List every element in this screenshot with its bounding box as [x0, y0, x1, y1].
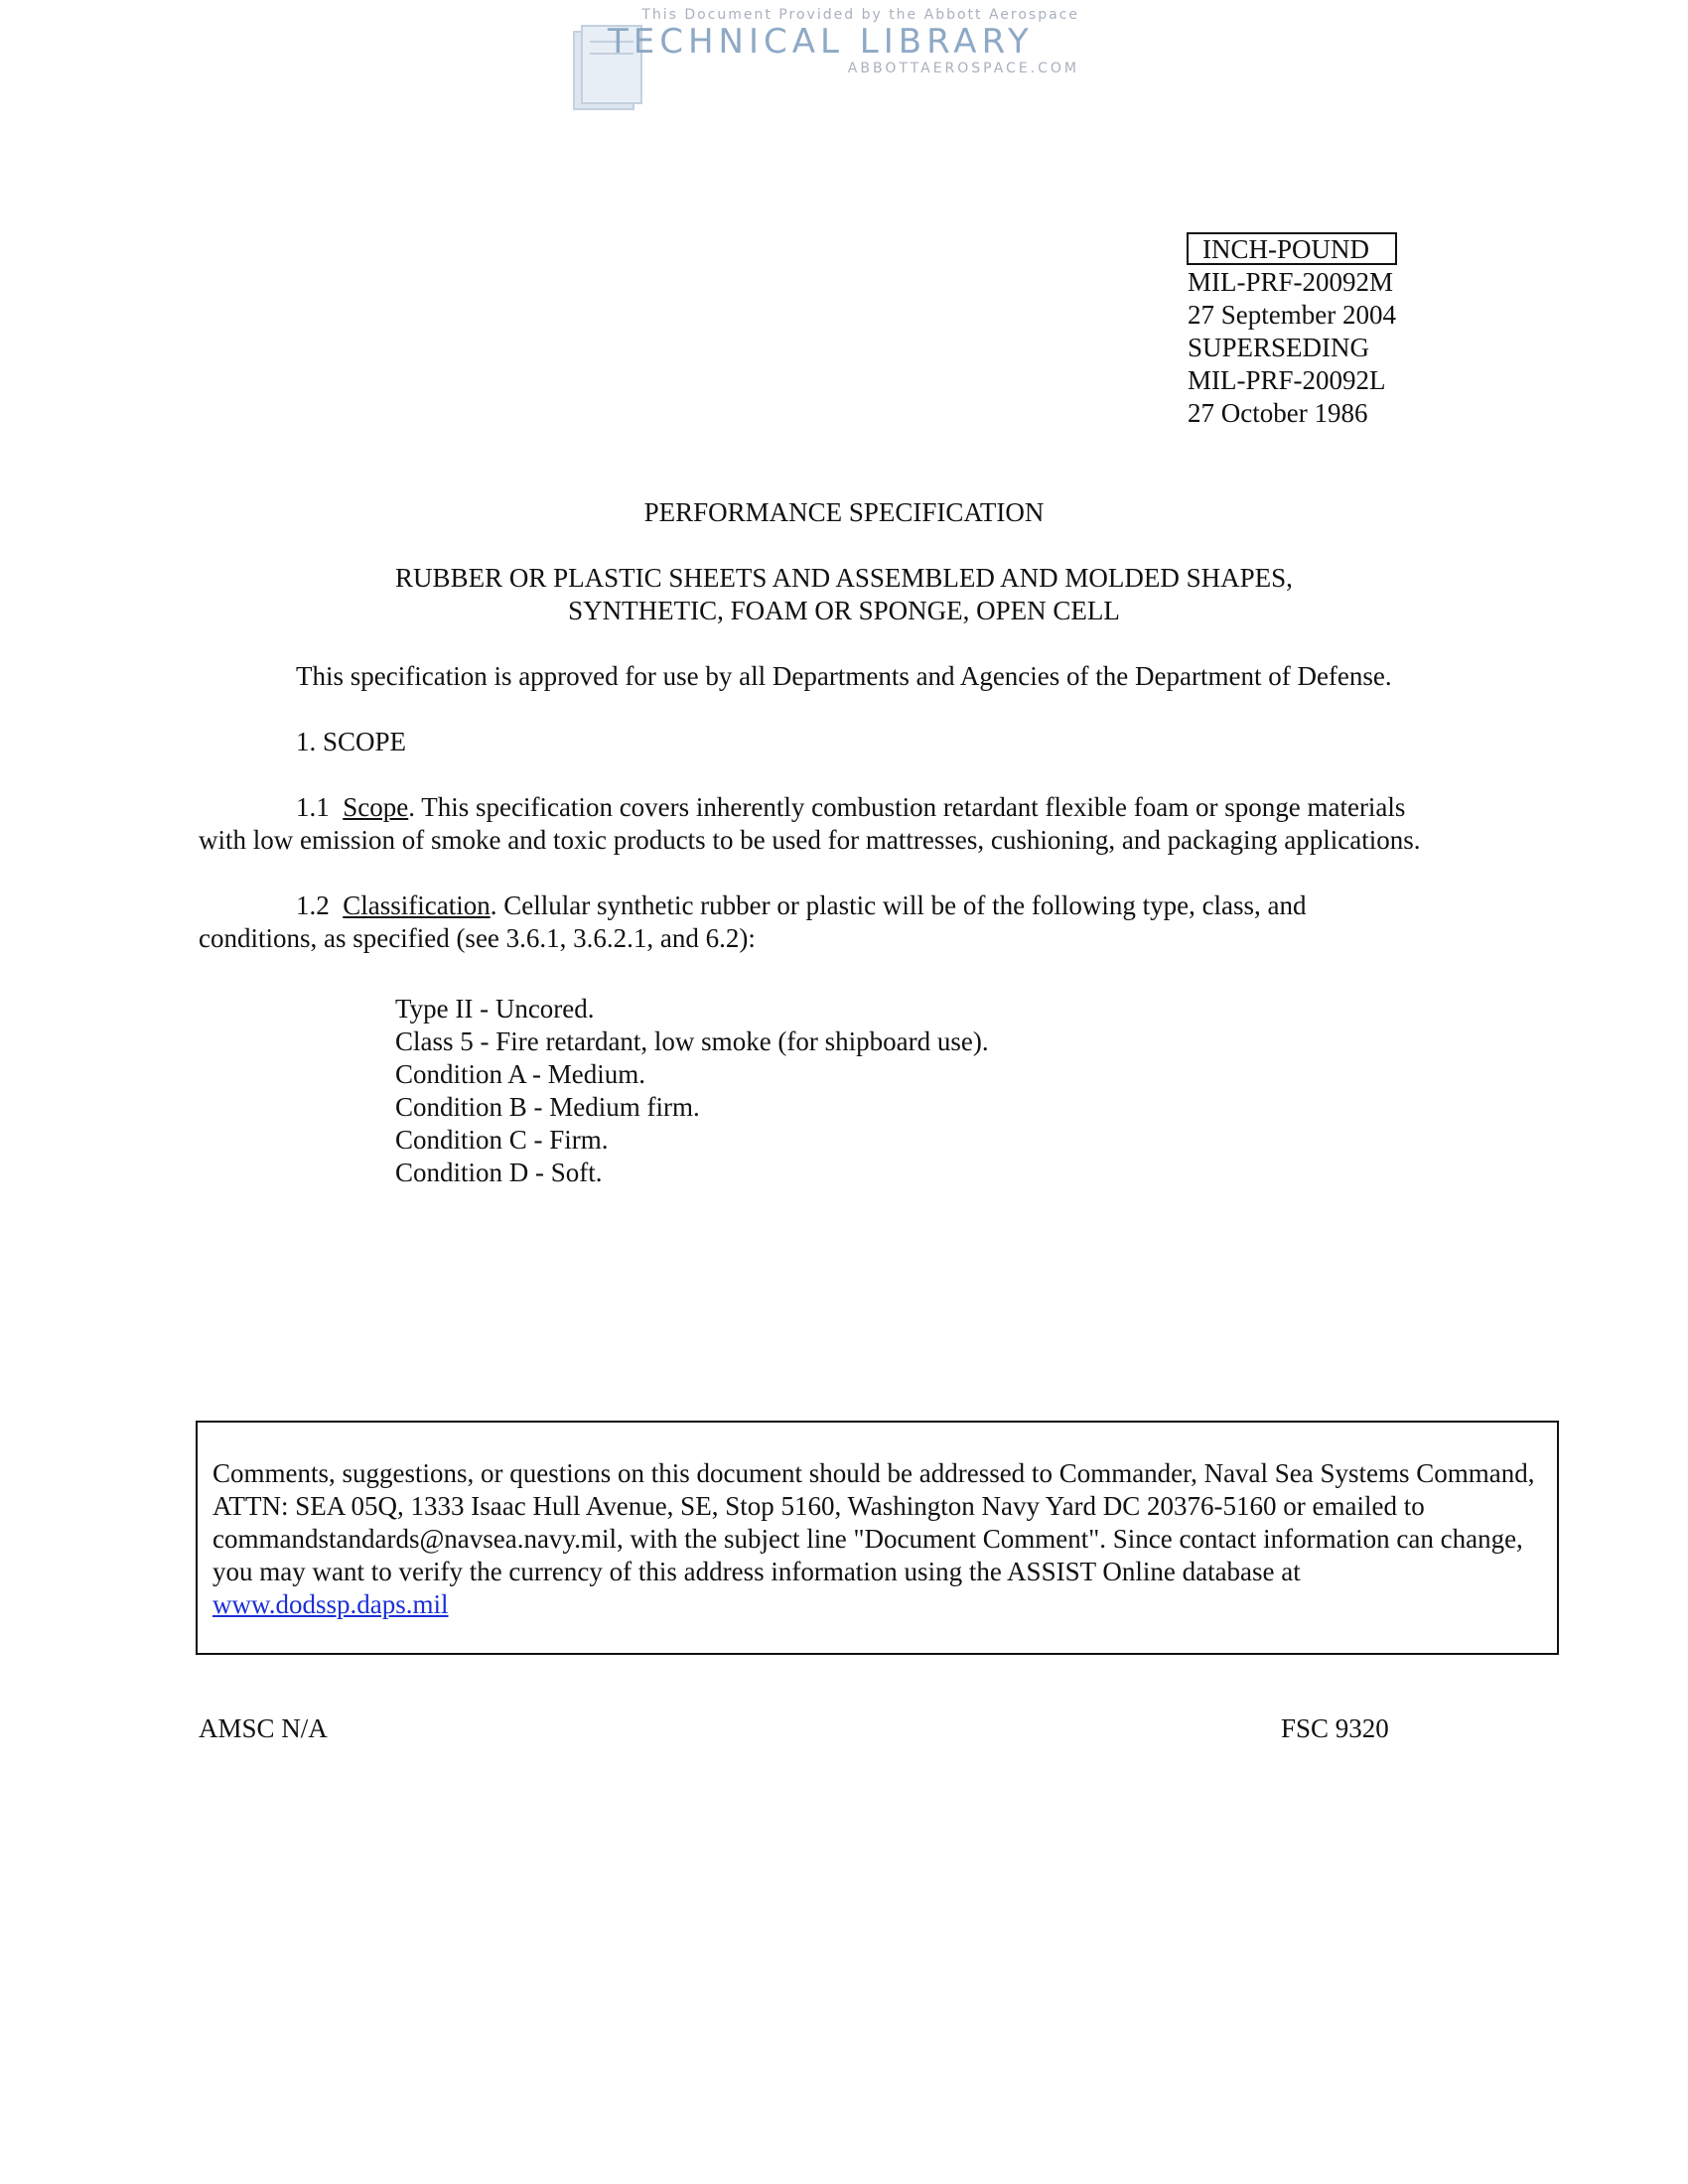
spec-title-line2: SYNTHETIC, FOAM OR SPONGE, OPEN CELL — [568, 596, 1120, 625]
paragraph-term: Scope — [343, 792, 409, 822]
paragraph-1-1-line2: with low emission of smoke and toxic products to be used for mattresses, cushioning, and packaging applications. — [199, 825, 1421, 855]
paragraph-text: . This specification covers inherently combustion retardant flexible foam or sponge materials — [408, 792, 1406, 822]
list-item: Condition B - Medium firm. — [395, 1092, 700, 1122]
paragraph-1-2-line1 — [296, 889, 1307, 922]
superseded-date: 27 October 1986 — [1188, 398, 1368, 428]
paragraph-1-1-line1 — [296, 791, 1405, 824]
library-watermark — [568, 4, 1084, 113]
superseded-id: MIL-PRF-20092L — [1188, 365, 1386, 395]
spec-title-line1: RUBBER OR PLASTIC SHEETS AND ASSEMBLED AND MOLDED SHAPES, — [395, 563, 1293, 593]
spec-type-title: PERFORMANCE SPECIFICATION — [643, 497, 1045, 527]
section-heading-scope: 1. SCOPE — [296, 727, 407, 756]
superseding-label: SUPERSEDING — [1188, 333, 1370, 362]
list-item: Condition A - Medium. — [395, 1059, 646, 1089]
document-header — [1188, 266, 1396, 430]
paragraph-term: Classification — [343, 890, 491, 920]
watermark-title: TECHNICAL LIBRARY — [608, 22, 1034, 62]
list-item: Condition D - Soft. — [395, 1158, 603, 1187]
doc-date: 27 September 2004 — [1188, 300, 1396, 330]
fsc-label: FSC 9320 — [1281, 1713, 1389, 1743]
paragraph-1-2-line2: conditions, as specified (see 3.6.1, 3.6.2.1, and 6.2): — [199, 923, 756, 953]
comments-body: Comments, suggestions, or questions on this document should be addressed to Commander, Naval Sea Systems Command, ATTN: SEA 05Q, 1333 Isaac Hull Avenue, SE, Stop 5160, Washington Navy Yard DC 20376-5160 or emailed to commandstandards@navsea.navy.mil, with the subject line "Document Comment". Since contact information can change, you may want to verify the currency of this address information using the ASSIST Online database at — [212, 1458, 1535, 1586]
list-item: Type II - Uncored. — [395, 994, 595, 1024]
approval-statement: This specification is approved for use by all Departments and Agencies of the Department of Defense. — [296, 661, 1392, 691]
list-item: Class 5 - Fire retardant, low smoke (for shipboard use). — [395, 1026, 989, 1056]
doc-id: MIL-PRF-20092M — [1188, 267, 1394, 297]
paragraph-number: 1.2 — [296, 890, 330, 920]
paragraph-text: . Cellular synthetic rubber or plastic will be of the following type, class, and — [490, 890, 1307, 920]
watermark-provider: This Document Provided by the Abbott Aerospace — [641, 7, 1079, 23]
comments-box — [196, 1421, 1559, 1655]
list-item: Condition C - Firm. — [395, 1125, 609, 1155]
comments-text — [212, 1457, 1543, 1621]
amsc-label: AMSC N/A — [199, 1713, 328, 1743]
units-box: INCH-POUND — [1187, 232, 1397, 265]
assist-online-link[interactable]: www.dodssp.daps.mil — [212, 1589, 449, 1619]
watermark-url: ABBOTTAEROSPACE.COM — [847, 61, 1079, 76]
paragraph-number: 1.1 — [296, 792, 330, 822]
classification-list — [395, 993, 989, 1189]
